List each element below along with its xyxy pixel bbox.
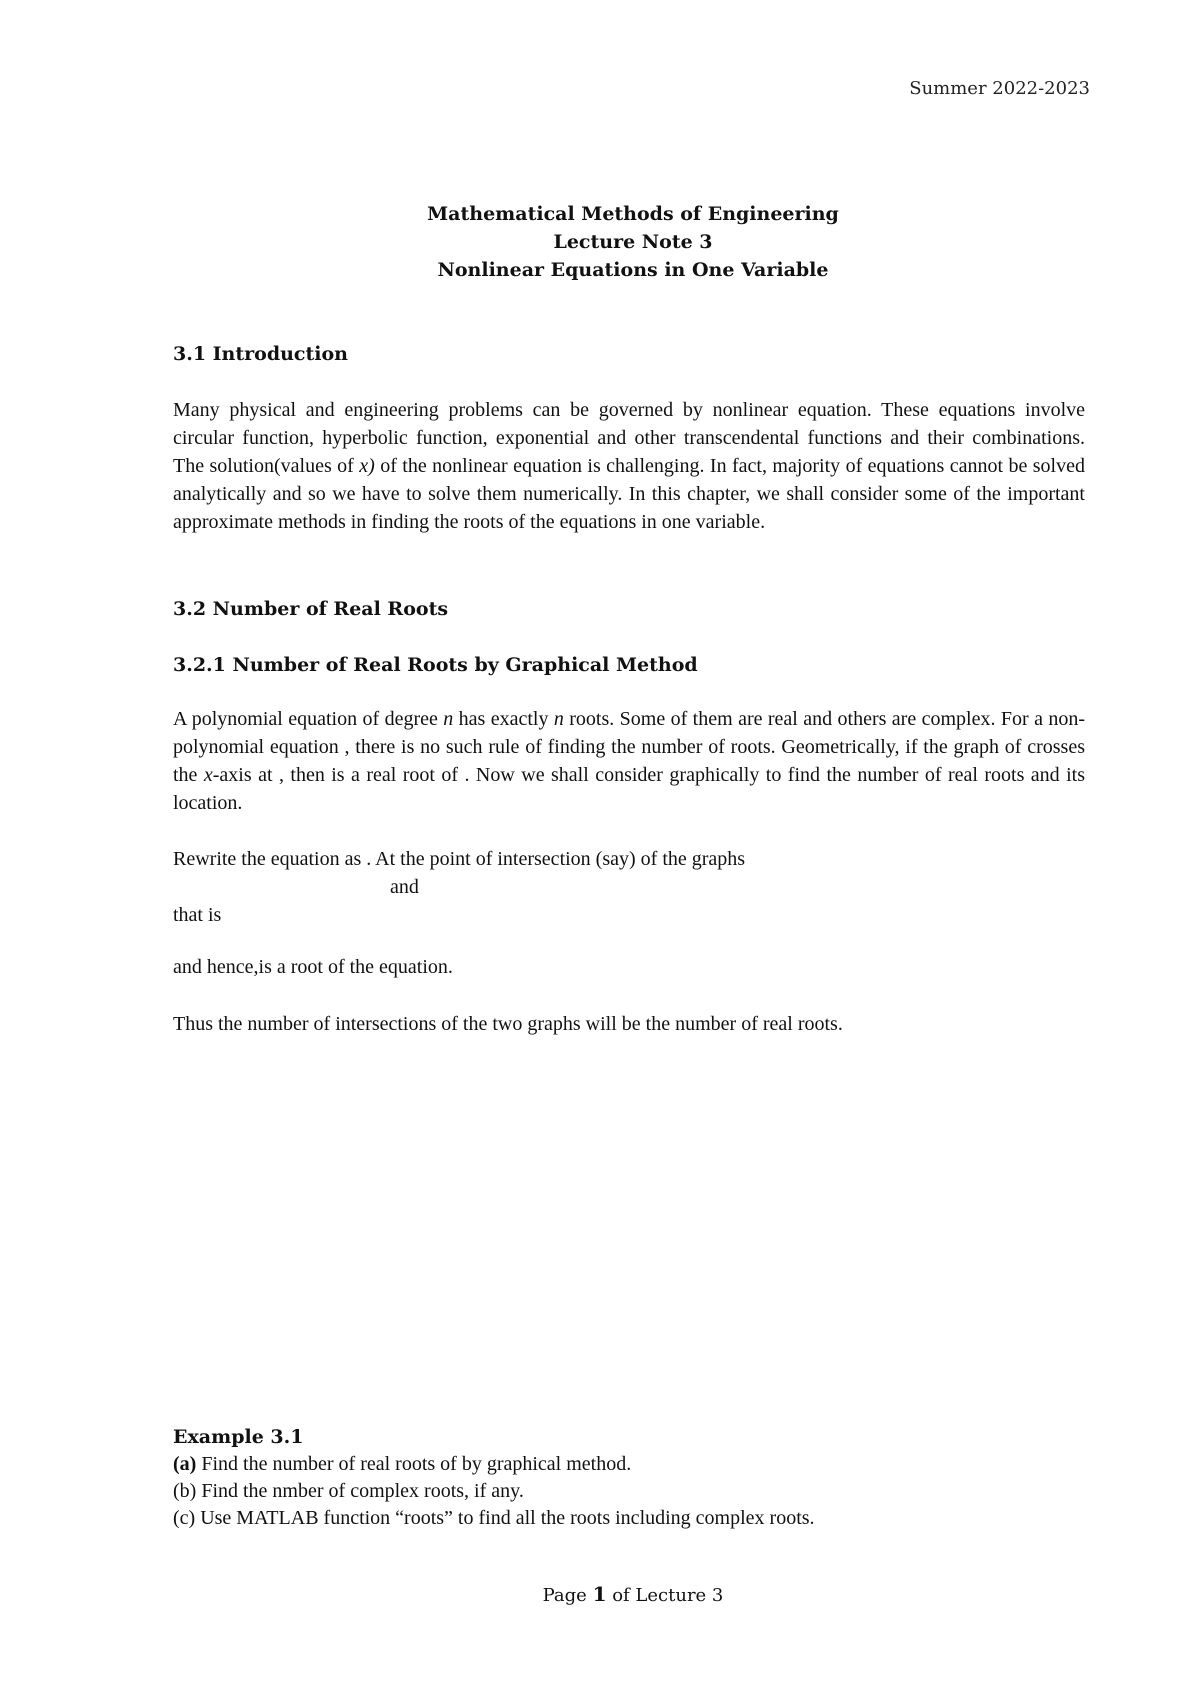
example-part-a: (a) Find the number of real roots of by graphical method. bbox=[173, 1453, 632, 1475]
section-heading-3-2: 3.2 Number of Real Roots bbox=[173, 598, 449, 620]
title-line-course: Mathematical Methods of Engineering bbox=[427, 203, 839, 225]
section-heading-3-1: 3.1 Introduction bbox=[173, 343, 348, 365]
intro-paragraph: Many physical and engineering problems can be governed by nonlinear equation. These equations involve circular function, hyperbolic function, exponential and other transcendental functions and their combinations. The solution(values of x) of the nonlinear equation is challenging. In fact, majority of equations cannot be solved analytically and so we have to solve them numerically. In this chapter, we shall consider some of the important approximate methods in finding the roots of the equations in one variable. bbox=[173, 399, 1085, 533]
example-part-c: (c) Use MATLAB function “roots” to find all the roots including complex roots. bbox=[173, 1507, 815, 1529]
page-number: 1 bbox=[592, 1582, 607, 1606]
section-number-of-real-roots bbox=[173, 595, 1085, 623]
title-line-topic: Nonlinear Equations in One Variable bbox=[437, 259, 829, 281]
example-heading: Example 3.1 bbox=[173, 1426, 304, 1448]
and-line: and bbox=[390, 876, 419, 898]
rewrite-line: Rewrite the equation as . At the point of intersection (say) of the graphs bbox=[173, 848, 746, 870]
example-part-b: (b) Find the nmber of complex roots, if any. bbox=[173, 1480, 524, 1502]
title-line-lecture: Lecture Note 3 bbox=[553, 231, 713, 253]
section-introduction bbox=[173, 340, 1085, 536]
section-graphical-method bbox=[173, 651, 1085, 679]
page-footer: Page 1 of Lecture 3 bbox=[542, 1582, 724, 1606]
document-title bbox=[0, 200, 1200, 284]
example-3-1 bbox=[173, 1424, 1085, 1532]
that-is-line: that is bbox=[173, 904, 222, 926]
conclusion-line: Thus the number of intersections of the two graphs will be the number of real roots. bbox=[173, 1013, 843, 1035]
polynomial-paragraph: A polynomial equation of degree n has exactly n roots. Some of them are real and others are complex. For a non-polynomial equation , there is no such rule of finding the number of roots. Geometrically, if the graph of crosses the x-axis at , then is a real root of . Now we shall consider graphically to find the number of real roots and its location. bbox=[173, 708, 1086, 814]
hence-line: and hence,is a root of the equation. bbox=[173, 956, 453, 978]
term-header: Summer 2022-2023 bbox=[909, 78, 1090, 99]
section-heading-3-2-1: 3.2.1 Number of Real Roots by Graphical Method bbox=[173, 654, 698, 676]
